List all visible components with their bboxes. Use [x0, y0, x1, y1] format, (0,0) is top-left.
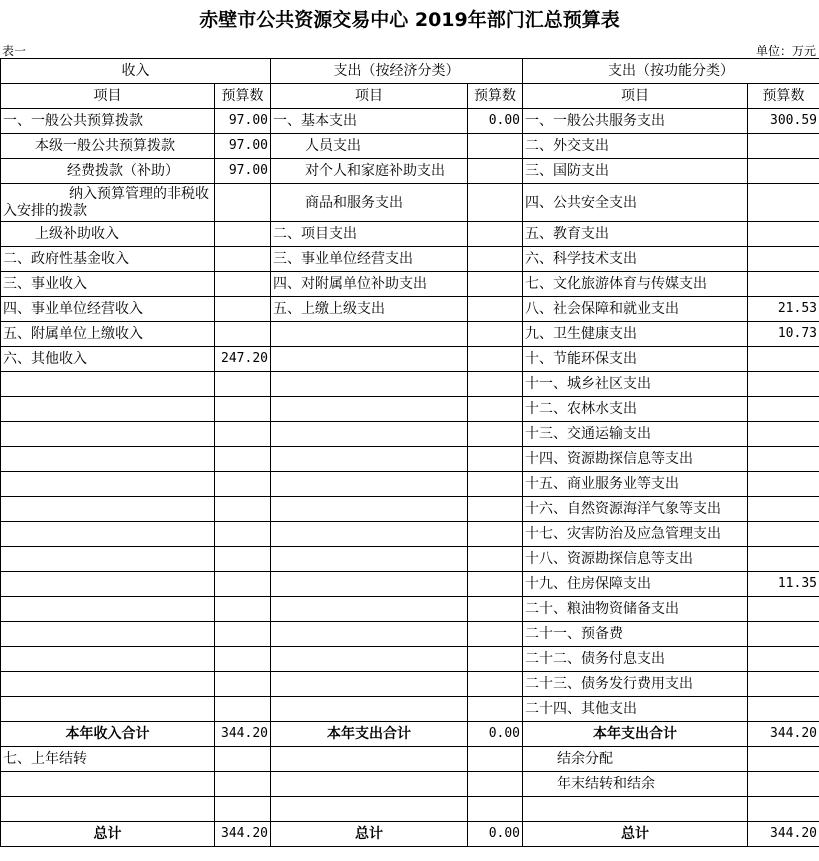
expense-econ-value	[468, 597, 523, 622]
expense-func-value	[748, 272, 819, 297]
expense-func-item: 十九、住房保障支出	[523, 572, 748, 597]
expense-econ-year-total-label: 本年支出合计	[271, 722, 468, 747]
expense-econ-value	[468, 134, 523, 159]
expense-func-item: 十五、商业服务业等支出	[523, 472, 748, 497]
expense-func-item: 二十一、预备费	[523, 622, 748, 647]
expense-func-value	[748, 372, 819, 397]
col-header-item: 项目	[1, 84, 215, 109]
income-item	[1, 647, 215, 672]
income-grand-total-label: 总计	[1, 822, 215, 847]
expense-econ-item	[271, 597, 468, 622]
income-value	[215, 672, 271, 697]
section-header-row	[1, 59, 819, 84]
expense-func-item: 五、教育支出	[523, 222, 748, 247]
income-value	[215, 697, 271, 722]
expense-econ-value	[468, 372, 523, 397]
expense-func-value	[748, 422, 819, 447]
budget-table	[0, 58, 819, 847]
section-expense-econ: 支出（按经济分类）	[271, 59, 523, 84]
expense-econ-value: 0.00	[468, 109, 523, 134]
income-value: 97.00	[215, 159, 271, 184]
expense-econ-grand-total-label: 总计	[271, 822, 468, 847]
expense-func-value	[748, 647, 819, 672]
expense-econ-item	[271, 372, 468, 397]
col-header-item: 项目	[271, 84, 468, 109]
expense-econ-value	[468, 497, 523, 522]
expense-econ-grand-total-value: 0.00	[468, 822, 523, 847]
table-row	[1, 622, 819, 647]
income-value: 97.00	[215, 134, 271, 159]
expense-econ-value	[468, 422, 523, 447]
table-row	[1, 522, 819, 547]
expense-func-value	[748, 622, 819, 647]
expense-func-value: 21.53	[748, 297, 819, 322]
table-row	[1, 134, 819, 159]
expense-econ-value	[468, 547, 523, 572]
expense-func-item: 十一、城乡社区支出	[523, 372, 748, 397]
expense-econ-year-total-value: 0.00	[468, 722, 523, 747]
year-total-row	[1, 722, 819, 747]
section-expense-func: 支出（按功能分类）	[523, 59, 819, 84]
expense-econ-value	[468, 222, 523, 247]
income-item	[1, 597, 215, 622]
income-item	[1, 497, 215, 522]
income-item	[1, 672, 215, 697]
table-row	[1, 272, 819, 297]
expense-func-value	[748, 697, 819, 722]
table-row	[1, 159, 819, 184]
expense-func-item: 十四、资源勘探信息等支出	[523, 447, 748, 472]
expense-func-value	[748, 134, 819, 159]
expense-econ-value	[468, 447, 523, 472]
empty-cell	[523, 797, 748, 822]
table-row	[1, 497, 819, 522]
income-value	[215, 497, 271, 522]
income-value	[215, 547, 271, 572]
table-row	[1, 222, 819, 247]
prev-year-carry-value	[215, 747, 271, 772]
expense-func-grand-total-label: 总计	[523, 822, 748, 847]
expense-func-item: 十七、灾害防治及应急管理支出	[523, 522, 748, 547]
income-value	[215, 647, 271, 672]
expense-econ-item	[271, 547, 468, 572]
table-row	[1, 322, 819, 347]
table-row	[1, 109, 819, 134]
table-row	[1, 372, 819, 397]
expense-func-value	[748, 547, 819, 572]
expense-func-item: 一、一般公共服务支出	[523, 109, 748, 134]
expense-func-item: 二十三、债务发行费用支出	[523, 672, 748, 697]
expense-func-item: 十六、自然资源海洋气象等支出	[523, 497, 748, 522]
expense-econ-value	[468, 522, 523, 547]
expense-func-year-total-value: 344.20	[748, 722, 819, 747]
expense-econ-item: 对个人和家庭补助支出	[271, 159, 468, 184]
expense-econ-item: 二、项目支出	[271, 222, 468, 247]
income-value: 247.20	[215, 347, 271, 372]
page-title: 赤壁市公共资源交易中心 2019年部门汇总预算表	[199, 9, 620, 31]
expense-econ-item	[271, 472, 468, 497]
expense-econ-item: 三、事业单位经营支出	[271, 247, 468, 272]
expense-func-value	[748, 597, 819, 622]
expense-econ-item	[271, 672, 468, 697]
expense-econ-item	[271, 422, 468, 447]
blank-row	[1, 797, 819, 822]
expense-func-item: 十、节能环保支出	[523, 347, 748, 372]
unit-label: 单位：万元	[755, 44, 816, 58]
income-item: 一、一般公共预算拨款	[1, 109, 215, 134]
income-item	[1, 697, 215, 722]
expense-econ-value	[468, 297, 523, 322]
expense-econ-value	[468, 272, 523, 297]
income-value	[215, 522, 271, 547]
table-row	[1, 247, 819, 272]
expense-econ-value	[468, 472, 523, 497]
year-end-carry-label: 年末结转和结余	[523, 772, 748, 797]
expense-econ-value	[468, 622, 523, 647]
empty-cell	[748, 772, 819, 797]
expense-func-item: 三、国防支出	[523, 159, 748, 184]
expense-func-value	[748, 522, 819, 547]
income-value	[215, 184, 271, 222]
expense-econ-item	[271, 572, 468, 597]
empty-cell	[215, 797, 271, 822]
income-item: 四、事业单位经营收入	[1, 297, 215, 322]
table-row	[1, 422, 819, 447]
table-row	[1, 397, 819, 422]
expense-econ-item: 四、对附属单位补助支出	[271, 272, 468, 297]
expense-func-value	[748, 447, 819, 472]
expense-func-grand-total-value: 344.20	[748, 822, 819, 847]
income-item: 二、政府性基金收入	[1, 247, 215, 272]
empty-cell	[215, 772, 271, 797]
income-value	[215, 272, 271, 297]
expense-func-value	[748, 397, 819, 422]
income-value	[215, 247, 271, 272]
expense-econ-item	[271, 522, 468, 547]
income-value	[215, 372, 271, 397]
expense-func-value	[748, 497, 819, 522]
table-row	[1, 572, 819, 597]
income-value	[215, 572, 271, 597]
expense-func-item: 十三、交通运输支出	[523, 422, 748, 447]
table-row	[1, 472, 819, 497]
income-item	[1, 372, 215, 397]
table-row	[1, 697, 819, 722]
expense-econ-value	[468, 247, 523, 272]
expense-func-value: 300.59	[748, 109, 819, 134]
expense-func-item: 十二、农林水支出	[523, 397, 748, 422]
table-row	[1, 184, 819, 222]
empty-cell	[748, 797, 819, 822]
empty-cell	[468, 772, 523, 797]
empty-cell	[468, 797, 523, 822]
empty-cell	[271, 747, 468, 772]
expense-econ-item	[271, 322, 468, 347]
income-value	[215, 597, 271, 622]
table-row	[1, 647, 819, 672]
income-value	[215, 447, 271, 472]
expense-econ-item	[271, 647, 468, 672]
expense-econ-item	[271, 397, 468, 422]
expense-econ-value	[468, 647, 523, 672]
carry-row	[1, 747, 819, 772]
empty-cell	[1, 772, 215, 797]
expense-func-item: 六、科学技术支出	[523, 247, 748, 272]
expense-econ-value	[468, 322, 523, 347]
expense-econ-item: 一、基本支出	[271, 109, 468, 134]
section-income: 收入	[1, 59, 271, 84]
expense-func-value	[748, 347, 819, 372]
expense-func-value	[748, 159, 819, 184]
expense-func-value	[748, 247, 819, 272]
income-value	[215, 297, 271, 322]
carry-row	[1, 772, 819, 797]
income-item	[1, 572, 215, 597]
expense-econ-item: 商品和服务支出	[271, 184, 468, 222]
expense-func-item: 二十、粮油物资储备支出	[523, 597, 748, 622]
income-item: 六、其他收入	[1, 347, 215, 372]
expense-econ-value	[468, 184, 523, 222]
table-row	[1, 547, 819, 572]
empty-cell	[468, 747, 523, 772]
income-value	[215, 322, 271, 347]
income-item	[1, 422, 215, 447]
surplus-distribution-label: 结余分配	[523, 747, 748, 772]
empty-cell	[1, 797, 215, 822]
income-year-total-value: 344.20	[215, 722, 271, 747]
expense-func-value	[748, 672, 819, 697]
income-item: 纳入预算管理的非税收入安排的拨款	[1, 184, 215, 222]
expense-econ-item: 五、上缴上级支出	[271, 297, 468, 322]
expense-func-item: 十八、资源勘探信息等支出	[523, 547, 748, 572]
income-item	[1, 397, 215, 422]
income-item	[1, 547, 215, 572]
expense-econ-item: 人员支出	[271, 134, 468, 159]
empty-cell	[271, 772, 468, 797]
expense-func-item: 九、卫生健康支出	[523, 322, 748, 347]
table-row	[1, 347, 819, 372]
expense-econ-value	[468, 672, 523, 697]
expense-econ-value	[468, 397, 523, 422]
expense-func-value: 11.35	[748, 572, 819, 597]
income-item: 经费拨款（补助）	[1, 159, 215, 184]
income-item	[1, 472, 215, 497]
column-header-row	[1, 84, 819, 109]
prev-year-carry-label: 七、上年结转	[1, 747, 215, 772]
expense-econ-value	[468, 572, 523, 597]
col-header-budget: 预算数	[748, 84, 819, 109]
expense-func-item: 二、外交支出	[523, 134, 748, 159]
expense-func-year-total-label: 本年支出合计	[523, 722, 748, 747]
expense-econ-item	[271, 697, 468, 722]
expense-econ-value	[468, 697, 523, 722]
expense-func-value: 10.73	[748, 322, 819, 347]
expense-econ-value	[468, 159, 523, 184]
expense-func-item: 二十四、其他支出	[523, 697, 748, 722]
expense-func-value	[748, 222, 819, 247]
income-value	[215, 222, 271, 247]
expense-func-value	[748, 472, 819, 497]
expense-econ-item	[271, 497, 468, 522]
income-item	[1, 522, 215, 547]
income-item: 上级补助收入	[1, 222, 215, 247]
income-value	[215, 472, 271, 497]
expense-func-item: 四、公共安全支出	[523, 184, 748, 222]
table-row	[1, 447, 819, 472]
col-header-item: 项目	[523, 84, 748, 109]
expense-func-item: 七、文化旅游体育与传媒支出	[523, 272, 748, 297]
expense-econ-item	[271, 447, 468, 472]
table-row	[1, 672, 819, 697]
expense-econ-value	[468, 347, 523, 372]
expense-econ-item	[271, 622, 468, 647]
sheet-number: 表一	[2, 44, 27, 58]
table-row	[1, 297, 819, 322]
income-item	[1, 622, 215, 647]
expense-func-value	[748, 184, 819, 222]
income-item: 三、事业收入	[1, 272, 215, 297]
expense-econ-item	[271, 347, 468, 372]
income-year-total-label: 本年收入合计	[1, 722, 215, 747]
income-value	[215, 422, 271, 447]
income-grand-total-value: 344.20	[215, 822, 271, 847]
expense-func-item: 二十二、债务付息支出	[523, 647, 748, 672]
income-item	[1, 447, 215, 472]
empty-cell	[748, 747, 819, 772]
income-value	[215, 622, 271, 647]
income-value: 97.00	[215, 109, 271, 134]
empty-cell	[271, 797, 468, 822]
table-row	[1, 597, 819, 622]
col-header-budget: 预算数	[215, 84, 271, 109]
income-value	[215, 397, 271, 422]
expense-func-item: 八、社会保障和就业支出	[523, 297, 748, 322]
col-header-budget: 预算数	[468, 84, 523, 109]
income-item: 五、附属单位上缴收入	[1, 322, 215, 347]
grand-total-row	[1, 822, 819, 847]
income-item: 本级一般公共预算拨款	[1, 134, 215, 159]
